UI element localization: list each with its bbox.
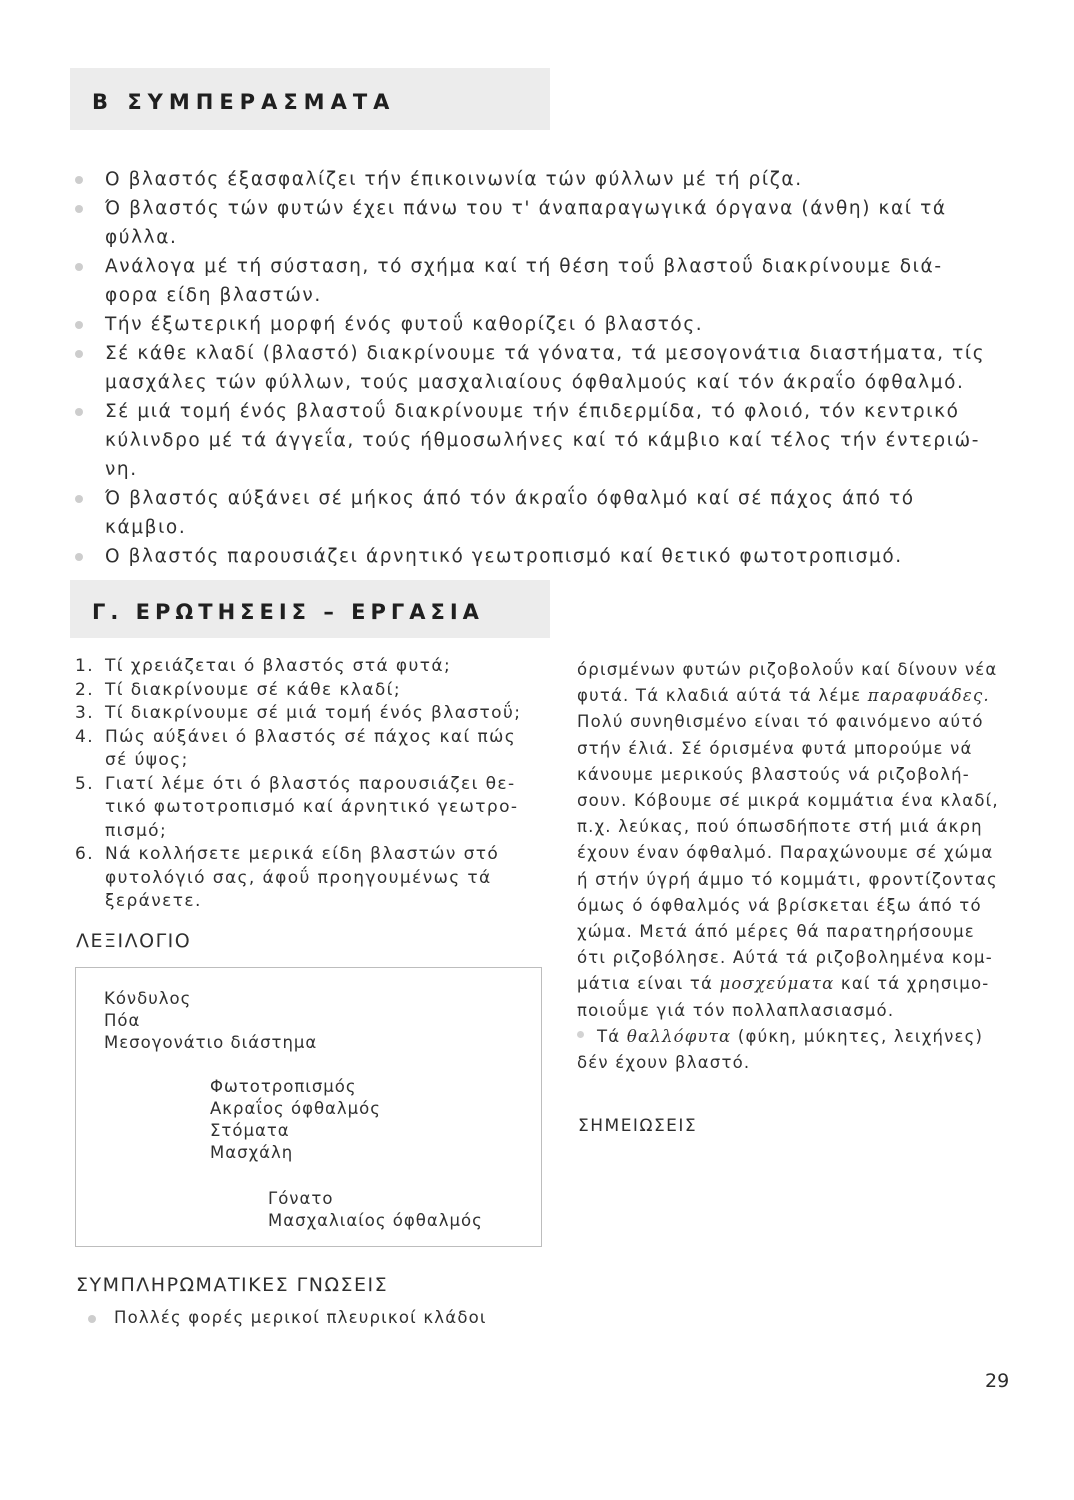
list-item: Σέ κάθε κλαδί (βλαστό) διακρίνουμε τά γόνατα, τά μεσογονάτια διαστήματα, τίς μασχάλες τών φύλλων, τούς μασχαλιαίους όφθαλμούς καί τόν άκραΐο όφθαλμό.	[75, 339, 1015, 397]
glossary-word: Στόματα	[210, 1121, 290, 1140]
list-item: Τήν έξωτερική μορφή ένός φυτοΰ καθορίζει ό βλαστός.	[75, 310, 1015, 339]
bullet-dot-icon	[88, 1315, 96, 1323]
term-moschevmata: μοσχεύματα	[719, 974, 835, 994]
term-parafyades: παραφυάδες.	[867, 686, 990, 706]
extra-bullet: Πολλές φορές μερικοί πλευρικοί κλάδοι	[88, 1308, 487, 1327]
glossary-word: Πόα	[104, 1011, 141, 1030]
question-item: 1. Τί χρειάζεται ό βλαστός στά φυτά;	[75, 656, 452, 676]
question-item: 5. Γιατί λέμε ότι ό βλαστός παρουσιάζει θε- τικό φωτοτροπισμό καί άρνητικό γεωτρο- πισμό;	[75, 773, 519, 841]
question-item: 6. Νά κολλήσετε μερικά είδη βλαστών στό φυτολόγιό σας, άφοΰ προηγουμένως τά ξεράνετε.	[75, 844, 500, 911]
glossary-word: Μασχάλη	[210, 1143, 294, 1162]
list-item: Ο βλαστός έξασφαλίζει τήν έπικοινωνία τών φύλλων μέ τή ρίζα.	[75, 165, 1015, 194]
glossary-title: ΛΕΞΙΛΟΓΙΟ	[76, 930, 192, 952]
thallofyta-note: Τά θαλλόφυτα (φύκη, μύκητες, λειχήνες)	[577, 1024, 1015, 1050]
list-item: Ο βλαστός παρουσιάζει άρνητικό γεωτροπισμό καί θετικό φωτοτροπισμό.	[75, 542, 1015, 571]
bullet-dot-icon	[75, 263, 83, 271]
conclusions-list	[75, 165, 1015, 571]
bullet-dot-icon	[75, 408, 83, 416]
glossary-word: Φωτοτροπισμός	[210, 1077, 357, 1096]
page-number: 29	[985, 1370, 1010, 1392]
glossary-word: Μεσογονάτιο διάστημα	[104, 1033, 318, 1052]
notes-title: ΣΗΜΕΙΩΣΕΙΣ	[578, 1116, 698, 1136]
right-column-text: όρισμένων φυτών ριζοβολοΰν καί δίνουν νέα φυτά. Τά κλαδιά αύτά τά λέμε παραφυάδες. Πολύ συνηθισμένο είναι τό φαινόμενο αύτό στήν έλιά. Σέ όρισμένα φυτά μπορούμε νά κάνουμε μερικούς βλαστούς νά ριζοβολή- σουν. Κόβουμε σέ μικρά κομμάτια ένα κλαδί, π.χ. λεύκας, πού όπωσδήποτε στή μιά άκρη έχουν έναν όφθαλμό. Παραχώνουμε σέ χώμα ή στήν ύγρή άμμο τό κομμάτι, φροντίζοντας όμως ό όφθαλμός νά βρίσκεται έξω άπό τό χώμα. Μετά άπό μέρες θά παρατηρήσουμε ότι ριζοβόλησε. Αύτά τά ριζοβολημένα κομ- μάτια είναι τά μοσχεύματα καί τά χρησιμο- ποιοΰμε γιά τόν πολλαπλασιασμό. Τά θαλλόφυτα (φύκη, μύκητες, λειχήνες) δέν έχουν βλαστό.	[577, 657, 1015, 1076]
section-b-title: Β ΣΥΜΠΕΡΑΣΜΑΤΑ	[92, 90, 396, 114]
extra-title: ΣΥΜΠΛΗΡΩΜΑΤΙΚΕΣ ΓΝΩΣΕΙΣ	[76, 1274, 389, 1296]
section-c-title: Γ. ΕΡΩΤΗΣΕΙΣ – ΕΡΓΑΣΙΑ	[92, 600, 484, 624]
glossary-word: Κόνδυλος	[104, 989, 192, 1008]
glossary-word: Ακραΐος όφθαλμός	[210, 1099, 381, 1118]
question-item: 4. Πώς αύξάνει ό βλαστός σέ πάχος καί πώς σέ ύψος;	[75, 726, 517, 770]
bullet-dot-icon	[75, 176, 83, 184]
bullet-dot-icon	[75, 321, 83, 329]
bullet-dot-icon	[75, 553, 83, 561]
list-item: Ό βλαστός τών φυτών έχει πάνω του τ' άναπαραγωγικά όργανα (άνθη) καί τά φύλλα.	[75, 194, 1015, 252]
bullet-dot-icon	[75, 495, 83, 503]
question-item: 2. Τί διακρίνουμε σέ κάθε κλαδί;	[75, 679, 401, 700]
bullet-dot-icon	[75, 350, 83, 358]
glossary-word: Γόνατο	[268, 1189, 334, 1208]
list-item: Ό βλαστός αύξάνει σέ μήκος άπό τόν άκραΐο όφθαλμό καί σέ πάχος άπό τό κάμβιο.	[75, 484, 1015, 542]
bullet-dot-icon	[75, 205, 83, 213]
list-item: Σέ μιά τομή ένός βλαστοΰ διακρίνουμε τήν έπιδερμίδα, τό φλοιό, τόν κεντρικό κύλινδρο μέ τά άγγεΐα, τούς ήθμοσωλήνες καί τό κάμβιο καί τέλος τήν έντεριώ- νη.	[75, 397, 1015, 484]
bullet-dot-icon	[577, 1031, 584, 1038]
question-item: 3. Τί διακρίνουμε σέ μιά τομή ένός βλαστοΰ;	[75, 703, 522, 723]
questions-list	[75, 655, 545, 914]
list-item: Ανάλογα μέ τή σύσταση, τό σχήμα καί τή θέση τοΰ βλαστοΰ διακρίνουμε διά- φορα είδη βλαστών.	[75, 252, 1015, 310]
glossary-word: Μασχαλιαίος όφθαλμός	[268, 1211, 483, 1230]
term-thallofyta: θαλλόφυτα	[626, 1026, 732, 1046]
